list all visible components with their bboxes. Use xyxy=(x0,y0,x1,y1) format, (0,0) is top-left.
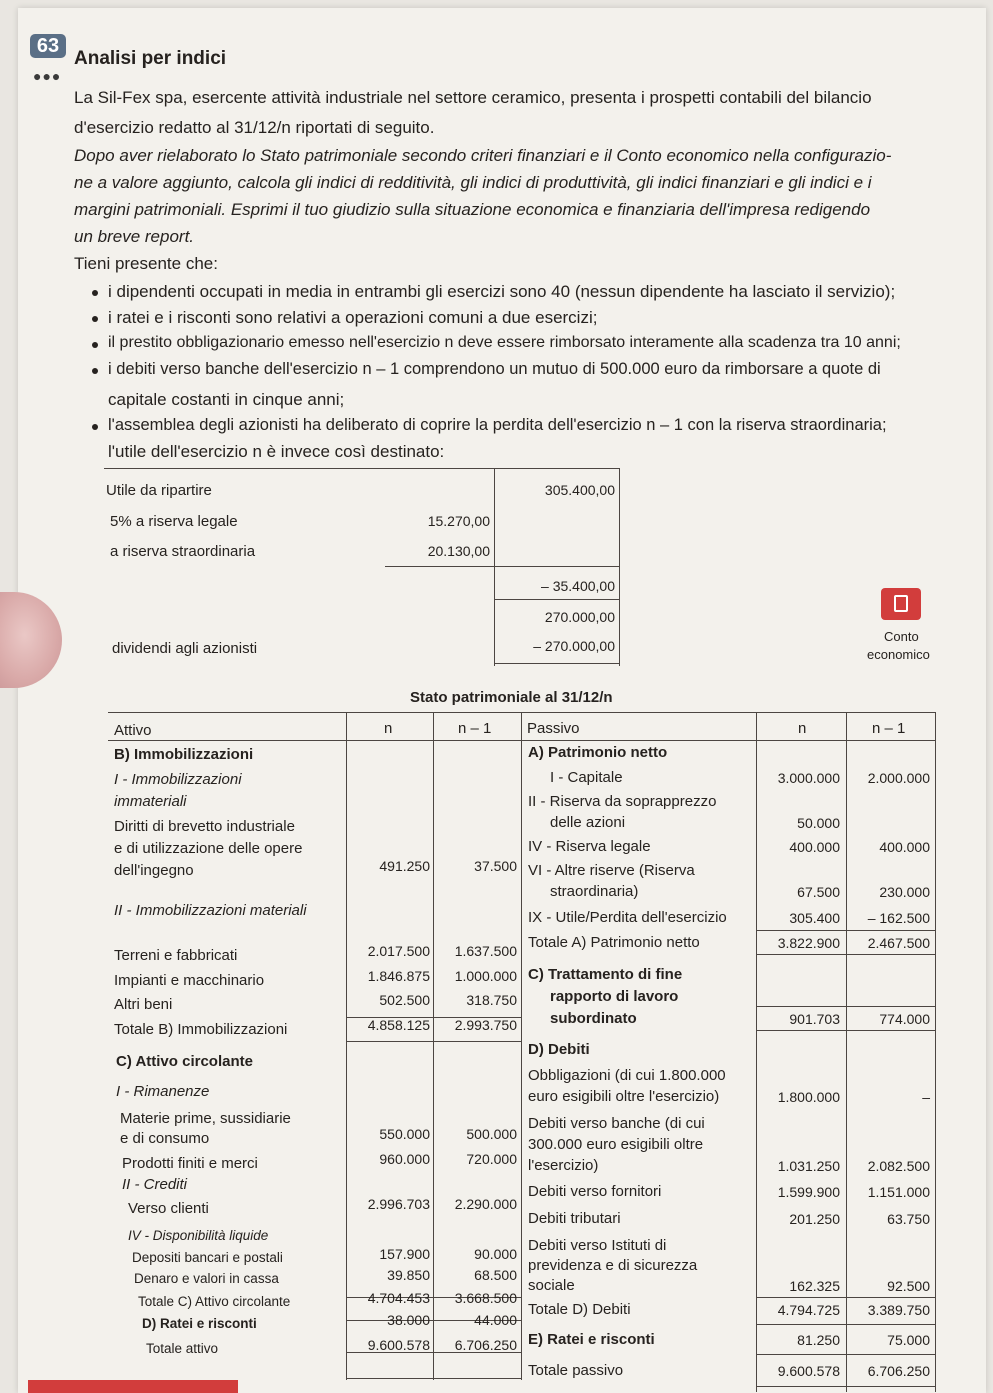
table-col-rule xyxy=(846,712,847,1392)
attivo-row-label: Altri beni xyxy=(114,996,173,1013)
attivo-value-n: 157.900 xyxy=(379,1246,430,1262)
distribution-label: dividendi agli azionisti xyxy=(112,640,258,657)
passivo-row-label: rapporto di lavoro xyxy=(550,988,679,1005)
distribution-sum-rule xyxy=(494,663,619,664)
note-bullet: il prestito obbligazionario emesso nell'esercizio n deve essere rimborsato interamente alla scadenza tra 10 anni; xyxy=(108,334,901,351)
attivo-value-n: 9.600.578 xyxy=(367,1337,430,1353)
bullet-icon xyxy=(92,342,98,348)
passivo-row-label: Debiti tributari xyxy=(528,1210,621,1227)
exercise-title: Analisi per indici xyxy=(74,48,227,69)
attivo-value-n1: 720.000 xyxy=(466,1151,517,1167)
distribution-label: Utile da ripartire xyxy=(106,482,212,499)
passivo-value-n1: 774.000 xyxy=(879,1011,930,1027)
distribution-label: a riserva straordinaria xyxy=(110,543,256,560)
passivo-value-n1: 400.000 xyxy=(879,839,930,855)
attivo-row-label: dell'ingegno xyxy=(114,862,194,879)
distribution-value: 305.400,00 xyxy=(544,482,615,498)
exercise-number: 63 xyxy=(30,34,66,58)
passivo-value-n: 81.250 xyxy=(797,1332,840,1348)
passivo-value-n1: 63.750 xyxy=(887,1211,930,1227)
attivo-value-n1: 37.500 xyxy=(474,858,517,874)
column-header-n: n xyxy=(384,720,393,737)
passivo-value-n1: 3.389.750 xyxy=(867,1302,930,1318)
attivo-row-label: IV - Disponibilità liquide xyxy=(128,1228,269,1243)
column-header-n1: n – 1 xyxy=(458,720,492,737)
passivo-row-label: subordinato xyxy=(550,1010,637,1027)
note-heading: Tieni presente che: xyxy=(74,254,218,273)
passivo-row-label: Debiti verso Istituti di xyxy=(528,1237,667,1254)
passivo-value-n1: 2.000.000 xyxy=(867,770,930,786)
side-icon-label: economico xyxy=(867,647,930,662)
attivo-value-n: 491.250 xyxy=(379,858,430,874)
subtotal-rule xyxy=(756,930,935,931)
attivo-row-label: D) Ratei e risconti xyxy=(142,1316,257,1331)
passivo-row-label: IX - Utile/Perdita dell'esercizio xyxy=(528,909,727,926)
bullet-icon xyxy=(92,424,98,430)
attivo-value-n1: 1.000.000 xyxy=(454,968,517,984)
bullet-icon xyxy=(92,316,98,322)
attivo-value-n: 4.704.453 xyxy=(367,1290,430,1306)
attivo-value-n: 4.858.125 xyxy=(367,1017,430,1033)
passivo-value-n1: 92.500 xyxy=(887,1278,930,1294)
attivo-value-n: 2.017.500 xyxy=(367,943,430,959)
attivo-value-n: 960.000 xyxy=(379,1151,430,1167)
conto-economico-icon xyxy=(881,588,921,620)
intro-line: d'esercizio redatto al 31/12/n riportati di seguito. xyxy=(74,118,435,137)
passivo-row-label: straordinaria) xyxy=(550,883,639,900)
passivo-value-n: 67.500 xyxy=(797,884,840,900)
distribution-value: 270.000,00 xyxy=(544,609,615,625)
attivo-value-n1: 500.000 xyxy=(466,1126,517,1142)
passivo-value-n1: 75.000 xyxy=(887,1332,930,1348)
passivo-value-n: 1.599.900 xyxy=(777,1184,840,1200)
table-col-rule xyxy=(521,712,522,1380)
attivo-row-label: II - Immobilizzazioni materiali xyxy=(114,902,307,919)
passivo-value-n: 50.000 xyxy=(797,815,840,831)
table-col-rule xyxy=(935,712,936,1392)
difficulty-dots-icon: ●●● xyxy=(33,68,62,84)
passivo-value-n: 1.031.250 xyxy=(777,1158,840,1174)
passivo-value-n: 1.800.000 xyxy=(777,1089,840,1105)
passivo-value-n1: 230.000 xyxy=(879,884,930,900)
attivo-value-n1: 90.000 xyxy=(474,1246,517,1262)
attivo-row-label: Verso clienti xyxy=(128,1200,209,1217)
attivo-value-n1: 6.706.250 xyxy=(454,1337,517,1353)
passivo-value-n: 4.794.725 xyxy=(777,1302,840,1318)
attivo-value-n1: 318.750 xyxy=(466,992,517,1008)
attivo-row-label: Totale C) Attivo circolante xyxy=(138,1294,291,1309)
distribution-sum-rule xyxy=(385,566,494,567)
passivo-value-n1: 2.082.500 xyxy=(867,1158,930,1174)
attivo-value-n1: 44.000 xyxy=(474,1312,517,1328)
passivo-row-label: C) Trattamento di fine xyxy=(528,966,683,983)
task-line: un breve report. xyxy=(74,227,195,246)
distribution-col-rule xyxy=(494,468,495,666)
passivo-value-n1: 1.151.000 xyxy=(867,1184,930,1200)
attivo-value-n1: 2.290.000 xyxy=(454,1196,517,1212)
subtotal-rule xyxy=(756,1030,935,1031)
table-col-rule xyxy=(346,712,347,1380)
attivo-row-label: B) Immobilizzazioni xyxy=(114,746,254,763)
passivo-value-n1: 2.467.500 xyxy=(867,935,930,951)
attivo-row-label: I - Rimanenze xyxy=(116,1083,210,1100)
passivo-row-label: l'esercizio) xyxy=(528,1157,599,1174)
attivo-row-label: Prodotti finiti e merci xyxy=(122,1155,258,1172)
note-bullet: i ratei e i risconti sono relativi a operazioni comuni a due esercizi; xyxy=(108,308,598,327)
distribution-col-rule xyxy=(619,468,620,666)
passivo-header: Passivo xyxy=(527,720,580,737)
decorative-red-bar xyxy=(28,1380,238,1393)
passivo-row-label: euro esigibili oltre l'esercizio) xyxy=(528,1088,720,1105)
passivo-row-label: I - Capitale xyxy=(550,769,623,786)
column-header-n1: n – 1 xyxy=(872,720,906,737)
column-header-n: n xyxy=(798,720,807,737)
passivo-row-label: delle azioni xyxy=(550,814,626,831)
passivo-row-label: sociale xyxy=(528,1277,575,1294)
passivo-row-label: Obbligazioni (di cui 1.800.000 xyxy=(528,1067,726,1084)
distribution-value: 20.130,00 xyxy=(427,543,490,559)
distribution-value: 15.270,00 xyxy=(427,513,490,529)
attivo-row-label: Totale attivo xyxy=(146,1341,219,1356)
passivo-row-label: previdenza e di sicurezza xyxy=(528,1257,698,1274)
passivo-value-n: 3.000.000 xyxy=(777,770,840,786)
table-col-rule xyxy=(756,712,757,1392)
passivo-row-label: II - Riserva da soprapprezzo xyxy=(528,793,717,810)
note-bullet: i dipendenti occupati in media in entrambi gli esercizi sono 40 (nessun dipendente ha lasciato il servizio); xyxy=(108,282,896,301)
attivo-value-n: 39.850 xyxy=(387,1267,430,1283)
subtotal-rule xyxy=(756,1386,935,1387)
subtotal-rule xyxy=(756,1354,935,1355)
distribution-label: 5% a riserva legale xyxy=(110,513,238,530)
attivo-row-label: II - Crediti xyxy=(122,1176,188,1193)
attivo-row-label: Totale B) Immobilizzazioni xyxy=(114,1021,288,1038)
passivo-row-label: 300.000 euro esigibili oltre xyxy=(528,1136,704,1153)
passivo-row-label: VI - Altre riserve (Riserva xyxy=(528,862,695,879)
passivo-row-label: E) Ratei e risconti xyxy=(528,1331,655,1348)
note-bullet-cont: capitale costanti in cinque anni; xyxy=(108,390,345,409)
passivo-row-label: Totale D) Debiti xyxy=(528,1301,631,1318)
bullet-icon xyxy=(92,368,98,374)
distribution-value: – 35.400,00 xyxy=(541,578,615,594)
passivo-value-n: 901.703 xyxy=(789,1011,840,1027)
subtotal-rule xyxy=(346,1041,521,1042)
attivo-row-label: I - Immobilizzazioni xyxy=(114,771,242,788)
subtotal-rule xyxy=(756,1324,935,1325)
passivo-row-label: Debiti verso fornitori xyxy=(528,1183,662,1200)
attivo-row-label: e di utilizzazione delle opere xyxy=(114,840,303,857)
distribution-top-rule xyxy=(104,468,620,469)
note-bullet-cont: l'utile dell'esercizio n è invece così destinato: xyxy=(108,442,445,461)
passivo-row-label: IV - Riserva legale xyxy=(528,838,651,855)
attivo-value-n: 38.000 xyxy=(387,1312,430,1328)
distribution-sum-rule xyxy=(494,566,619,567)
note-bullet: i debiti verso banche dell'esercizio n – 1 comprendono un mutuo di 500.000 euro da rimborsare a quote di xyxy=(108,360,881,378)
bullet-icon xyxy=(92,290,98,296)
attivo-value-n1: 68.500 xyxy=(474,1267,517,1283)
attivo-value-n1: 1.637.500 xyxy=(454,943,517,959)
attivo-row-label: C) Attivo circolante xyxy=(116,1053,253,1070)
note-bullet: l'assemblea degli azionisti ha deliberato di coprire la perdita dell'esercizio n – 1 con la riserva straordinaria; xyxy=(108,416,887,434)
passivo-value-n: 400.000 xyxy=(789,839,840,855)
attivo-row-label: Materie prime, sussidiarie xyxy=(120,1110,291,1127)
attivo-value-n1: 2.993.750 xyxy=(454,1017,517,1033)
passivo-value-n: 162.325 xyxy=(789,1278,840,1294)
passivo-row-label: A) Patrimonio netto xyxy=(528,744,668,761)
table-top-rule xyxy=(108,712,936,713)
task-line: Dopo aver rielaborato lo Stato patrimoniale secondo criteri finanziari e il Conto economico nella configurazio- xyxy=(74,146,892,165)
side-icon-label: Conto xyxy=(884,629,919,644)
passivo-value-n: 3.822.900 xyxy=(777,935,840,951)
attivo-header: Attivo xyxy=(114,722,152,739)
task-line: margini patrimoniali. Esprimi il tuo giudizio sulla situazione economica e finanziaria dell'impresa redigendo xyxy=(74,200,871,219)
attivo-row-label: Denaro e valori in cassa xyxy=(134,1271,279,1286)
passivo-value-n1: – xyxy=(922,1089,930,1105)
passivo-value-n: 201.250 xyxy=(789,1211,840,1227)
passivo-row-label: Totale A) Patrimonio netto xyxy=(528,934,700,951)
distribution-sum-rule xyxy=(494,599,619,600)
passivo-row-label: Totale passivo xyxy=(528,1362,624,1379)
attivo-row-label: e di consumo xyxy=(120,1130,210,1147)
passivo-row-label: Debiti verso banche (di cui xyxy=(528,1115,705,1132)
passivo-value-n1: 6.706.250 xyxy=(867,1363,930,1379)
table-col-rule xyxy=(433,712,434,1380)
subtotal-rule xyxy=(756,1297,935,1298)
attivo-value-n: 1.846.875 xyxy=(367,968,430,984)
table-header-rule xyxy=(108,740,936,741)
attivo-row-label: immateriali xyxy=(114,793,187,810)
distribution-value: – 270.000,00 xyxy=(533,638,615,654)
attivo-row-label: Terreni e fabbricati xyxy=(114,947,238,964)
passivo-value-n: 305.400 xyxy=(789,910,840,926)
subtotal-rule xyxy=(756,954,935,955)
intro-line: La Sil-Fex spa, esercente attività industriale nel settore ceramico, presenta i prospetti contabili del bilancio xyxy=(74,88,872,107)
attivo-row-label: Depositi bancari e postali xyxy=(132,1250,283,1265)
attivo-row-label: Diritti di brevetto industriale xyxy=(114,818,295,835)
passivo-value-n1: – 162.500 xyxy=(867,910,930,926)
attivo-row-label: Impianti e macchinario xyxy=(114,972,265,989)
passivo-row-label: D) Debiti xyxy=(528,1041,590,1058)
attivo-value-n: 502.500 xyxy=(379,992,430,1008)
passivo-value-n: 9.600.578 xyxy=(777,1363,840,1379)
attivo-value-n: 550.000 xyxy=(379,1126,430,1142)
balance-sheet-title: Stato patrimoniale al 31/12/n xyxy=(410,689,613,706)
attivo-value-n: 2.996.703 xyxy=(367,1196,430,1212)
attivo-value-n1: 3.668.500 xyxy=(454,1290,517,1306)
task-line: ne a valore aggiunto, calcola gli indici di redditività, gli indici di produttività, gli indici finanziari e gli indici e i xyxy=(74,173,872,192)
subtotal-rule xyxy=(756,1006,935,1007)
subtotal-rule xyxy=(346,1378,521,1379)
